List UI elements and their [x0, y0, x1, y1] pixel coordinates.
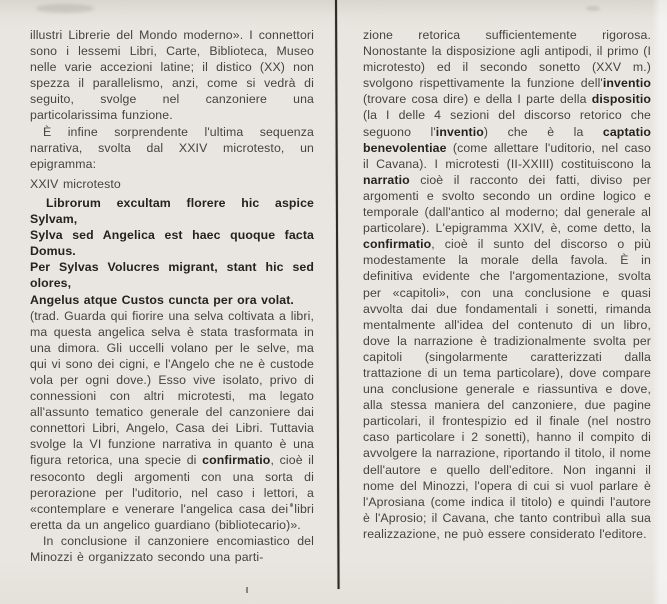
text-run: , cioè il sunto del discorso o più modestamente la morale della favola. È in definitiva evidente che l'argomentazione, svolta per «capitoli», con una conclusione e quasi avvolta dai due fondamentali i sonetti, rimanda mentalmente all'idea del contenuto di un libro, dove la narrazione è tradizionalmente svolta per capitoli (singolarmente caratterizzati dalla trattazione di un tema particolare), dove compare una conclusione generale e riassuntiva e dove, alla stessa maniera del canzoniere, due pagine particolari, il frontespizio ed il finale (nel nostro caso particolare i 2 sonetti), hanno il compito di avvolgere la narrazione, riportando il titolo, il nome dell'autore e quello dell'editore. Non inganni il nome del Minozzi, l'opera di cui si vuol parlare è l'Aprosiana (come indica il titolo) e quindi l'autore è l'Aprosio; il Cavana, che tanto contribuì alla sua realizzazione, ne può essere considerato l'editore.	[363, 237, 651, 541]
poem-line	[30, 227, 314, 259]
poem-line	[30, 259, 314, 291]
paragraph	[363, 27, 651, 542]
bold-text-run: dispositio	[591, 92, 651, 107]
poem-line	[30, 195, 314, 227]
bold-text-run: Librorum excultam florere hic aspice Sylvam,	[30, 195, 314, 227]
text-run: (come allettare l'uditorio, nel caso il Cavana). I microtesti (II-XXIII) costituiscono la	[363, 140, 651, 171]
paragraph	[30, 124, 314, 172]
text-run: , cioè il resoconto degli argomenti con una sorta di perorazione per l'uditorio, nel caso i lettori, a «contemplare e venerare l'angelica casa dei libri eretta da un angelico guardiano (bibliotecario)».	[30, 453, 314, 532]
left-text-column	[30, 27, 314, 565]
bold-text-run: Sylva sed Angelica est haec quoque facta Domus.	[30, 228, 314, 259]
text-run: (la I delle 4 sezioni del discorso retorico che seguono l'	[363, 108, 651, 139]
bold-text-run: inventio	[435, 124, 484, 139]
paragraph	[30, 533, 314, 565]
bold-text-run: Angelus atque Custos cuncta per ora volat.	[30, 292, 294, 307]
bold-text-run: Per Sylvas Volucres migrant, stant hic sed olores,	[30, 260, 314, 291]
text-run: In conclusione il canzoniere encomiastico del Minozzi è organizzato secondo una parti-	[30, 533, 314, 564]
poem-line	[30, 292, 314, 308]
bold-text-run: confirmatio	[363, 237, 432, 252]
bold-text-run: inventio	[602, 76, 651, 91]
text-run: (trad. Guarda qui fiorire una selva coltivata a libri, ma questa angelica selva è stata trasformata in una dimora. Gli uccelli volano per le selve, ma qui vi sono dei cigni, e l'Angelo che ne è custode vola per ogni dove.) Esso vive isolato, privo di connessioni con altri microtesti, ma legato all'assunto tematico generale del canzoniere dai connettori Libri, Angelo, Casa dei Libri. Tuttavia svolge la VI funzione narrativa in quanto è una figura retorica, una specie di	[30, 308, 314, 468]
text-run: (trovare cosa dire) e della I parte della	[363, 92, 592, 107]
text-run: cioè il racconto dei fatti, diviso per argomenti e svolto secondo un ordine logico e temporale (dall'antico al moderno; dal generale al particolare). L'epigramma XXIV, è, come detto, la	[363, 172, 651, 236]
scan-smudge-artifact	[586, 6, 600, 11]
text-run: È infine sorprendente l'ultima sequenza narrativa, svolta dal XXIV microtesto, un epigramma:	[30, 124, 314, 171]
scan-speck-artifact	[246, 587, 248, 593]
text-run: illustri Librerie del Mondo moderno». I connettori sono i lessemi Libri, Carte, Biblioteca, Museo nelle varie accezioni latine; il distico (XX) non spezza il parallelismo, anzi, come si vedrà di seguito, svolge nel canzoniere una particolarissima funzione.	[30, 28, 314, 123]
bold-text-run: confirmatio	[202, 453, 271, 468]
section-label	[30, 176, 314, 192]
text-run: XXIV microtesto	[30, 176, 121, 191]
bold-text-run: captatio benevolentiae	[363, 124, 651, 155]
paragraph	[30, 308, 314, 533]
scan-smudge-artifact	[36, 4, 94, 13]
right-text-column	[363, 27, 651, 542]
text-run: zione retorica sufficientemente rigorosa. Nonostante la disposizione agli antipodi, il primo (I microtesto) ed il secondo sonetto (XXV m.) svolgono rispettivamente la funzione dell'	[363, 28, 651, 91]
column-divider-rule	[335, 0, 340, 589]
paragraph	[30, 27, 314, 124]
bold-text-run: narratio	[363, 172, 410, 187]
text-run: ) che è la	[483, 124, 603, 139]
